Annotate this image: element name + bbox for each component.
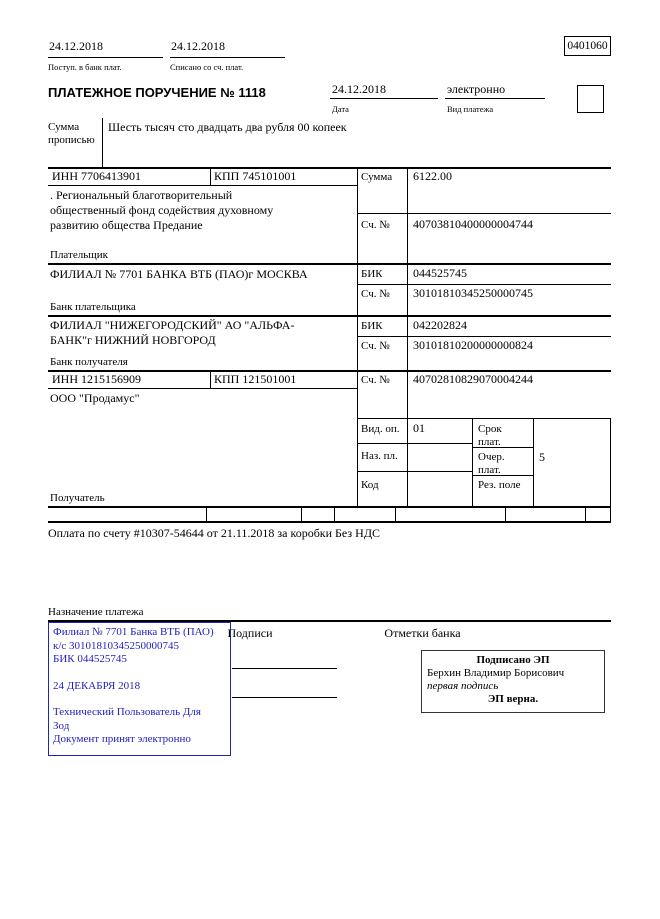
payee-account-label: Сч. № (361, 374, 390, 386)
payer-section-label: Плательщик (50, 249, 108, 261)
payment-type-checkbox (577, 85, 604, 113)
op-kind-label: Вид. оп. (361, 423, 400, 435)
op-kind-value: 01 (413, 421, 425, 435)
stamp-signer-name: Берхин Владимир Борисович (427, 667, 565, 679)
grid-line-v (206, 506, 207, 521)
payee-kpp: КПП 121501001 (214, 372, 297, 386)
order-value: 5 (539, 450, 545, 464)
bank-note-line: Филиал № 7701 Банка ВТБ (ПАО) (53, 626, 214, 638)
payee-inn: ИНН 1215156909 (52, 372, 141, 386)
payee-bank-bik: 042202824 (413, 318, 467, 332)
grid-line-v (357, 167, 358, 506)
payee-bank-section-label: Банк получателя (50, 356, 128, 368)
received-date-value: 24.12.2018 (49, 39, 103, 53)
grid-line-h (48, 388, 357, 389)
payee-bank-account-label: Сч. № (361, 340, 390, 352)
stamp-verified-label: ЭП верна. (487, 693, 539, 705)
bank-note-line: БИК 044525745 (53, 653, 127, 665)
grid-line-h (48, 506, 611, 508)
purpose-text: Оплата по счету #10307-54644 от 21.11.2018 за коробки Без НДС (48, 526, 381, 540)
payee-section-label: Получатель (50, 492, 105, 504)
date-label: Дата (332, 104, 349, 114)
payee-bank-name-line: ФИЛИАЛ "НИЖЕГОРОДСКИЙ" АО "АЛЬФА- (50, 318, 295, 332)
date-value: 24.12.2018 (332, 82, 386, 96)
grid-line-v (334, 506, 335, 521)
grid-line-v (585, 506, 586, 521)
payment-kind-value: электронно (447, 82, 506, 96)
code-label: Код (361, 479, 379, 491)
bank-note-line: к/с 30101810345250000745 (53, 639, 180, 652)
payee-bank-bik-label: БИК (361, 320, 383, 332)
bank-electronic-note (48, 622, 231, 756)
payee-account: 40702810829070004244 (413, 372, 533, 386)
electronic-signature-stamp (421, 650, 605, 713)
form-code-badge: 0401060 (564, 36, 611, 56)
grid-line-h (48, 315, 611, 317)
bank-note-line: Зод (53, 719, 70, 732)
payer-kpp: КПП 745101001 (214, 169, 297, 183)
grid-line-v (301, 506, 302, 521)
payment-kind-label: Вид платежа (447, 104, 494, 114)
sum-value: 6122.00 (413, 169, 452, 183)
grid-line-v (102, 118, 103, 167)
grid-line-h (48, 185, 357, 186)
grid-line-h (357, 471, 472, 472)
grid-line-h (48, 263, 611, 265)
payer-name-line: общественный фонд содействия духовному (50, 203, 274, 217)
payer-account: 40703810400000004744 (413, 217, 533, 231)
bank-note-line: 24 ДЕКАБРЯ 2018 (53, 679, 141, 692)
payer-bank-section-label: Банк плательщика (50, 301, 136, 313)
term-label: Срок плат. (478, 423, 502, 448)
payer-bank-name: ФИЛИАЛ № 7701 БАНКА ВТБ (ПАО)г МОСКВА (50, 267, 308, 281)
grid-line-h (357, 418, 611, 419)
order-label: Очер. плат. (478, 451, 505, 476)
payer-name-line: . Региональный благотворительный (50, 188, 233, 202)
payment-kind-field (445, 80, 545, 99)
payer-bank-account: 30101810345250000745 (413, 286, 533, 300)
grid-line-v (533, 418, 534, 506)
payer-inn: ИНН 7706413901 (52, 169, 141, 183)
grid-line-v (395, 506, 396, 521)
payer-bank-account-label: Сч. № (361, 288, 390, 300)
grid-line-v (472, 418, 473, 506)
signature-line (232, 668, 337, 669)
grid-line-v (505, 506, 506, 521)
bank-note-line: Документ принят электронно (53, 733, 191, 745)
grid-line-h (357, 336, 611, 337)
grid-line-v (610, 418, 611, 521)
debited-date-field (170, 38, 285, 58)
amount-words-value: Шесть тысяч сто двадцать два рубля 00 копеек (108, 120, 347, 134)
signatures-label: Подписи (227, 626, 273, 640)
grid-line-h (357, 213, 611, 214)
bank-marks-label: Отметки банка (384, 626, 461, 640)
sum-label: Сумма (361, 171, 393, 183)
payment-order-title: ПЛАТЕЖНОЕ ПОРУЧЕНИЕ № 1118 (48, 85, 266, 100)
received-date-field (48, 38, 163, 58)
payer-name-line: развитию общества Предание (50, 218, 203, 232)
grid-line-v (407, 167, 408, 506)
payee-name: ООО "Продамус" (50, 391, 140, 405)
payer-bank-bik: 044525745 (413, 266, 467, 280)
debited-date-label: Списано со сч. плат. (170, 62, 244, 72)
grid-line-h (48, 521, 611, 523)
pay-purpose-label: Наз. пл. (361, 450, 398, 462)
date-field (330, 80, 438, 99)
payee-bank-account: 30101810200000000824 (413, 338, 533, 352)
signature-line (232, 697, 337, 698)
amount-words-label: Сумма прописью (48, 121, 95, 146)
grid-line-h (357, 284, 611, 285)
stamp-signature-kind: первая подпись (427, 680, 499, 692)
payer-account-label: Сч. № (361, 219, 390, 231)
grid-line-h (357, 443, 472, 444)
purpose-label: Назначение платежа (48, 606, 144, 618)
reserve-label: Рез. поле (478, 479, 521, 491)
debited-date-value: 24.12.2018 (171, 39, 225, 53)
received-date-label: Поступ. в банк плат. (48, 62, 122, 72)
bank-note-line: Технический Пользователь Для (53, 706, 201, 718)
stamp-signed-label: Подписано ЭП (476, 654, 550, 666)
grid-line-v (210, 167, 211, 185)
payer-bank-bik-label: БИК (361, 268, 383, 280)
payee-bank-name-line: БАНК"г НИЖНИЙ НОВГОРОД (50, 333, 216, 347)
grid-line-v (210, 370, 211, 388)
